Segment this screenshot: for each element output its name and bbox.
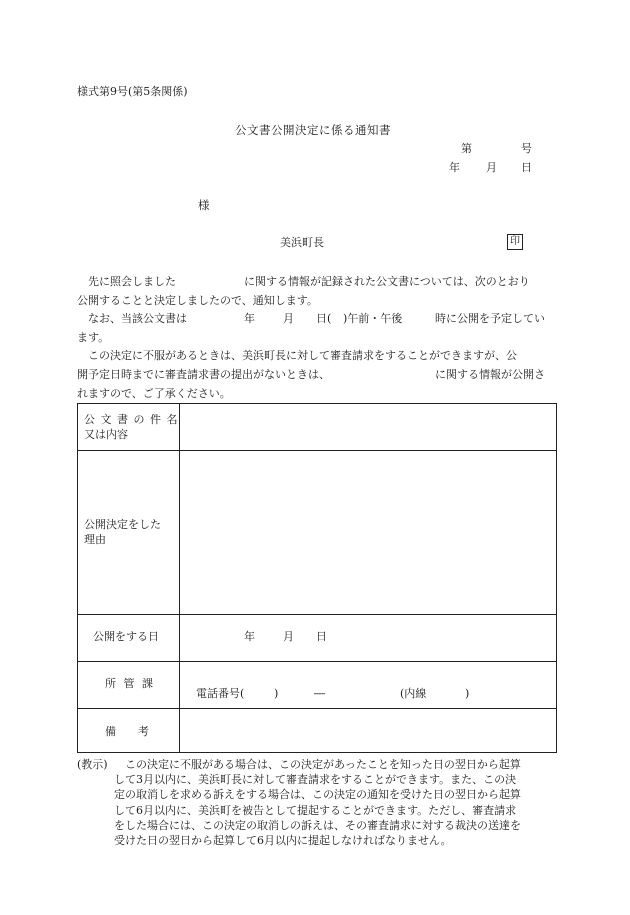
body-line-1 bbox=[77, 273, 557, 292]
extension-paren-close: ) bbox=[465, 687, 470, 700]
disclosure-date-label: 公開をする日 bbox=[93, 630, 159, 643]
appeal-instruction bbox=[77, 756, 559, 847]
date-month-label: 月 bbox=[486, 161, 497, 174]
body-line-3 bbox=[77, 310, 557, 329]
note-text: 受けた日の翌日から起算して6月以内に提起しなければなりません。 bbox=[114, 833, 452, 847]
label-line: 公開決定をした bbox=[84, 518, 161, 531]
note-text: をした場合には、この決定の取消しの訴えは、その審査請求に対する裁決の送達を bbox=[114, 818, 521, 832]
phone-paren-close: ) bbox=[274, 687, 279, 700]
body-text: )午前・午後 bbox=[343, 312, 403, 326]
date-year-label: 年 bbox=[449, 161, 460, 174]
addressee-suffix: 様 bbox=[198, 198, 210, 212]
body-line-7 bbox=[77, 385, 557, 404]
disclosure-table bbox=[77, 403, 557, 753]
disclosure-reason-label bbox=[78, 517, 179, 547]
document-subject-label bbox=[78, 412, 179, 442]
phone-number-label: 電話番号( bbox=[196, 687, 245, 700]
document-number-prefix: 第 bbox=[461, 142, 472, 155]
body-line-2 bbox=[77, 292, 557, 311]
body-text: 先に照会しました bbox=[88, 275, 176, 288]
disclosure-reason-field[interactable] bbox=[182, 454, 555, 610]
label-line: 理由 bbox=[84, 533, 106, 546]
note-text: 定の取消しを求める訴えをする場合は、この決定の通知を受けた日の翌日から起算 bbox=[114, 788, 521, 802]
disclosure-date-year: 年 bbox=[244, 630, 255, 643]
note-text: この決定に不服がある場合は、この決定があったことを知った日の翌日から起算 bbox=[125, 758, 521, 771]
table-row-divider bbox=[78, 614, 556, 615]
body-text: 時に公開を予定してい bbox=[435, 312, 545, 326]
label-line: 又は内容 bbox=[84, 428, 128, 441]
body-text: ます。 bbox=[77, 330, 110, 344]
note-line bbox=[77, 756, 559, 771]
date-day-label: 日 bbox=[521, 161, 532, 174]
disclosure-date-day: 日 bbox=[316, 630, 327, 643]
table-row-divider bbox=[78, 450, 556, 451]
note-line bbox=[77, 817, 559, 832]
body-text: 月 bbox=[283, 312, 294, 326]
note-line bbox=[77, 802, 559, 817]
seal-stamp: 印 bbox=[507, 234, 523, 250]
table-row-divider bbox=[78, 708, 556, 709]
body-line-4 bbox=[77, 329, 557, 348]
issuer-name: 美浜町長 bbox=[280, 236, 324, 249]
responsible-section-label: 所 管 課 bbox=[105, 677, 155, 690]
remarks-label: 備 考 bbox=[105, 725, 149, 738]
label-line: 公 文 書 の 件 名 bbox=[84, 413, 179, 426]
remarks-field[interactable] bbox=[182, 712, 555, 750]
note-text: して3月以内に、美浜町長に対して審査請求をすることができます。また、この決 bbox=[114, 773, 517, 787]
phone-dash: ― bbox=[314, 687, 325, 700]
document-title: 公文書公開決定に係る通知書 bbox=[235, 123, 391, 137]
body-text: この決定に不服があるときは、美浜町長に対して審査請求をすることができますが、公 bbox=[88, 349, 517, 363]
disclosure-date-month: 月 bbox=[283, 630, 294, 643]
body-line-6 bbox=[77, 366, 557, 385]
body-text: に関する情報が公開さ bbox=[435, 367, 545, 381]
body-text: 公開することと決定しましたので、通知します。 bbox=[77, 293, 318, 307]
body-text: 日( bbox=[316, 312, 332, 326]
body-text: に関する情報が記録された公文書については、次のとおり bbox=[244, 275, 530, 288]
body-text: 年 bbox=[244, 312, 255, 326]
body-text: れますので、ご了承ください。 bbox=[77, 386, 231, 400]
note-line bbox=[77, 832, 559, 847]
table-row-divider bbox=[78, 661, 556, 662]
document-subject-field[interactable] bbox=[182, 409, 555, 447]
table-column-divider bbox=[179, 404, 180, 752]
extension-label: (内線 bbox=[400, 687, 427, 700]
body-text: 開予定日時までに審査請求書の提出がないときは、 bbox=[77, 367, 330, 381]
note-prefix: (教示) bbox=[77, 758, 108, 771]
form-id: 様式第9号(第5条関係) bbox=[77, 85, 188, 98]
body-line-5 bbox=[77, 347, 557, 366]
document-number-suffix: 号 bbox=[521, 142, 532, 155]
note-line bbox=[77, 771, 559, 786]
body-text: なお、当該公文書は bbox=[88, 312, 187, 326]
note-text: して6月以内に、美浜町を被告として提起することができます。ただし、審査請求 bbox=[114, 803, 517, 817]
notice-body bbox=[77, 273, 557, 403]
note-line bbox=[77, 786, 559, 801]
